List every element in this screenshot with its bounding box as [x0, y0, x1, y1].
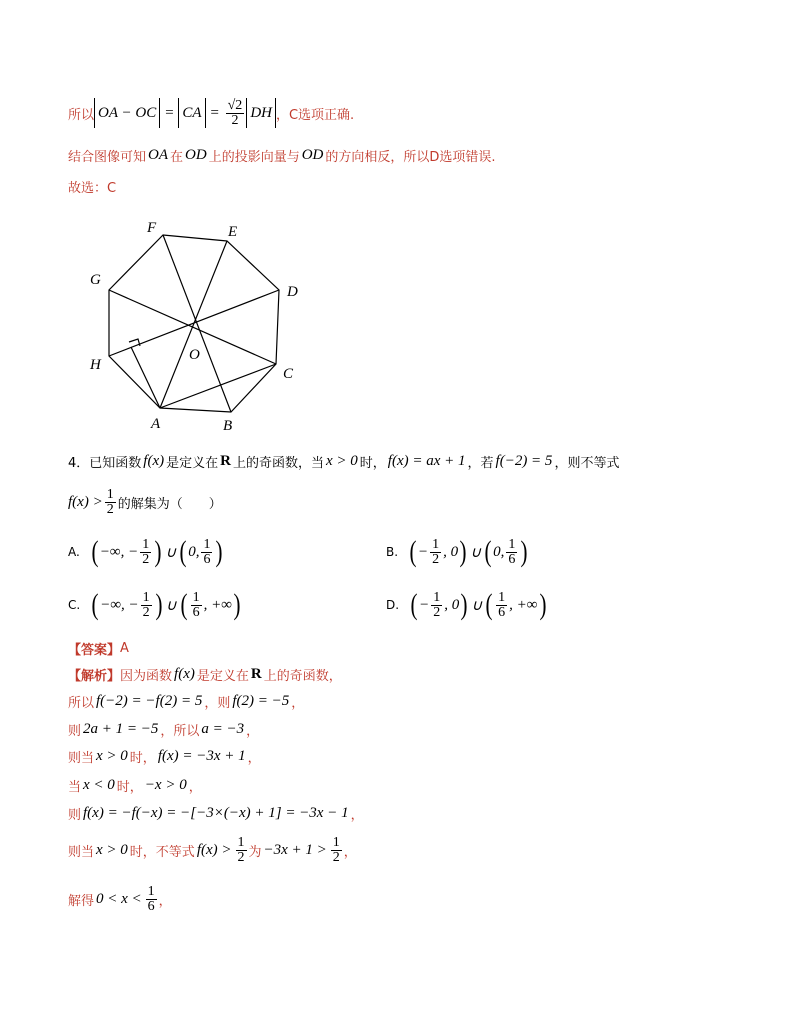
analysis-line-2: 所以 f(−2) = −f(2) = 5 ，则 f(2) = −5 ， [68, 693, 305, 711]
question-4-line-2: f(x) > $\frac{1}{2}$ 的解集为（ ） [68, 487, 222, 517]
equals: = [209, 104, 220, 121]
text: ，C选项正确. [275, 107, 355, 123]
text: 结合图像可知 [68, 150, 147, 165]
option-a[interactable]: A. ( −∞, − $\frac{1}{2}$ ) ∪ ( 0, $\frac{1}{6}$ ) [68, 535, 223, 568]
vector-dh-magnitude: DH [246, 98, 276, 128]
text: 所以 [68, 107, 95, 123]
perpendicular [131, 347, 160, 408]
analysis-line-1: 【解析】 因为函数 f(x) 是定义在 R 上的奇函数， [68, 666, 342, 684]
diagonal-ea [160, 241, 227, 408]
final-choice: 故选：C [68, 181, 117, 196]
analysis-line-7: 则当 x > 0 时，不等式 f(x) > $\frac{1}{2}$ 为 −3x + 1 > $\frac{1}{2}$ ， [68, 835, 357, 865]
question-4-line-1: 4． 已知函数 f(x) 是定义在 R 上的奇函数，当 x > 0 时， f(x) = ax + 1 ，若 f(−2) = 5 ，则不等式 [68, 453, 620, 471]
vector-difference-magnitude: OA − OC [94, 98, 160, 128]
label-e: E [228, 224, 238, 240]
vector-ca-magnitude: CA [178, 98, 205, 128]
solution-line-1 [68, 98, 354, 128]
answer: 【答案】 A [68, 641, 129, 658]
analysis-line-4: 则当 x > 0 时， f(x) = −3x + 1 ， [68, 748, 261, 766]
label-f: F [147, 220, 157, 236]
solution-line-2 [68, 146, 496, 165]
text: 的方向相反，所以D选项错误. [325, 150, 496, 165]
fraction-sqrt2-over-2: $\frac{√2}{2}$ [227, 97, 243, 128]
label-h: H [90, 357, 101, 373]
vector-od: OD [301, 147, 324, 163]
segment-ac [160, 364, 276, 408]
equals: = [164, 104, 175, 121]
octagon-figure [80, 212, 320, 437]
label-b: B [223, 418, 233, 434]
label-d: D [287, 284, 298, 300]
label-g: G [90, 272, 101, 288]
option-d[interactable]: D. ( − $\frac{1}{2}$ , 0 ) ∪ ( $\frac{1}{6}$ , +∞ ) [386, 588, 546, 621]
vector-od: OD [185, 147, 207, 163]
text: 在 [170, 150, 184, 165]
label-c: C [283, 366, 294, 382]
text: 上的投影向量与 [208, 150, 300, 165]
analysis-line-5: 当 x < 0 时， −x > 0 ， [68, 777, 202, 795]
question-number: 4． [68, 456, 90, 471]
analysis-line-6: 则 f(x) = −f(−x) = −[−3×(−x) + 1] = −3x − 1 ， [68, 805, 364, 823]
analysis-line-3: 则 2a + 1 = −5 ，所以 a = −3 ， [68, 721, 260, 739]
label-a: A [151, 416, 161, 432]
label-o: O [189, 347, 200, 363]
fraction-one-half: $\frac{1}{2}$ [106, 487, 114, 517]
option-c[interactable]: C. ( −∞, − $\frac{1}{2}$ ) ∪ ( $\frac{1}{6}$ , +∞ ) [68, 588, 241, 621]
option-b[interactable]: B. ( − $\frac{1}{2}$ , 0 ) ∪ ( 0, $\frac{1}{6}$ ) [386, 535, 528, 568]
vector-oa: OA [148, 147, 169, 163]
analysis-line-8: 解得 0 < x < $\frac{1}{6}$ ， [68, 884, 172, 914]
